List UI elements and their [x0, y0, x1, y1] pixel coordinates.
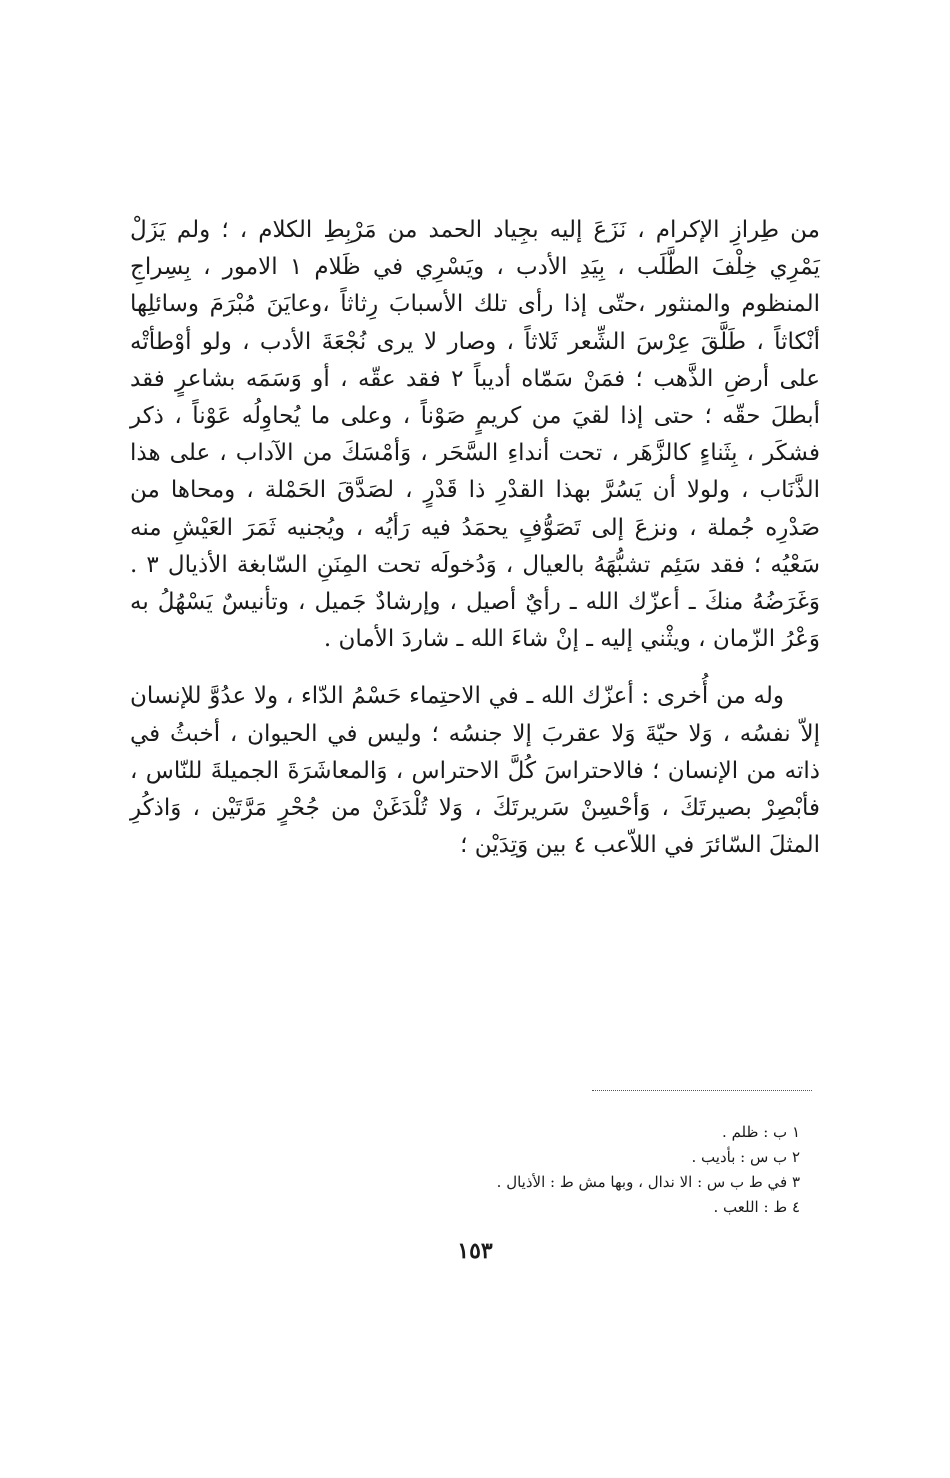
paragraph: من طِرازِ الإكرام ، نَزَعَ إليه بجِياد الحمد من مَرْبِطِ الكلام ، ؛ ولم يَزَلْ يَمْرِي خِلْفَ الطَّلَب ، بِيَدِ الأدب ، ويَسْرِي في ظَلام ١ الامور ، بِسِراجِ المنظوم والمنثور ،حتّى إذا رأى تلك الأسبابَ رِثاثاً ،وعايَنَ مُبْرَمَ وسائلِها أنْكاثاً ، طَلَّقَ عِرْسَ الشِّعر ثَلاثاً ، وصار لا يرى نُجْعَةَ الأدب ، ولو أوْطأتْه على أرضِ الذَّهب ؛ فمَنْ سَمّاه أديباً ٢ فقد عقّه ، أو وَسَمَه بشاعرٍ فقد أبطلَ حقّه ؛ حتى إذا لقيَ من كريمٍ صَوْناً ، وعلى ما يُحاوِلُه عَوْناً ، ذكر فشكَر ، بِثَناءٍ كالزَّهَر ، تحت أنداءِ السَّحَر ، وَأمْسَكَ من الآداب ، على هذا الذَّنَاب ، ولولا أن يَسُرَّ بهذا القدْرِ ذا قَدْرٍ ، لصَدَّقَ الحَمْلة ، ومحاها من صَدْرِه جُملة ، ونزعَ إلى تَصَوُّفٍ يحمَدُ فيه رَأيُه ، ويُجنيه ثَمَرَ العَيْشِ منه سَعْيُه ؛ فقد سَئِم تشبُّهَهُ بالعيال ، وَدُخولَه تحت المِنَنِ السّابغة الأذيال ٣ . وَغَرَضُهُ منكَ ـ أعزّك الله ـ رأيٌ أصيل ، وإرشادٌ جَميل ، وتأنيسٌ يَسْهُلُ به وَعْرُ الزّمان ، ويثْني إليه ـ إنْ شاءَ الله ـ شاردَ الأمان . [130, 217, 820, 653]
footnote-divider [592, 1090, 812, 1091]
paragraph: وله من أُخرى : أعزّك الله ـ في الاحتِماء حَسْمُ الدّاء ، ولا عدُوَّ للإنسان إلاّ نفسُه ، وَلا حيّةَ وَلا عقربَ إلا جنسُه ؛ وليس في الحيوان ، أخبثُ في ذاته من الإنسان ؛ فالاحتراسَ كُلَّ الاحتراس ، وَالمعاشَرَةَ الجميلةَ للنّاس ، فأبْصِرْ بصيرتَكَ ، وَأحْسِنْ سَريرتَكَ ، وَلا تُلْدَغَنْ من جُحْرٍ مَرَّتَيْن ، وَاذكُرِ المثلَ السّائرَ في اللاّعب ٤ بين وَتِدَيْن ؛ [130, 683, 820, 859]
footnote: ٢ ب س : بأديب . [691, 1148, 800, 1166]
footnote: ٤ ط : اللعب . [713, 1198, 800, 1216]
footnotes [300, 1120, 800, 1220]
page-number: ١٥٣ [457, 1238, 493, 1264]
footnote: ٣ في ط ب س : الا ندال ، وبها مش ط : الأذيال . [496, 1173, 800, 1191]
footnote: ١ ب : ظلم . [722, 1123, 800, 1141]
main-text [130, 212, 820, 864]
